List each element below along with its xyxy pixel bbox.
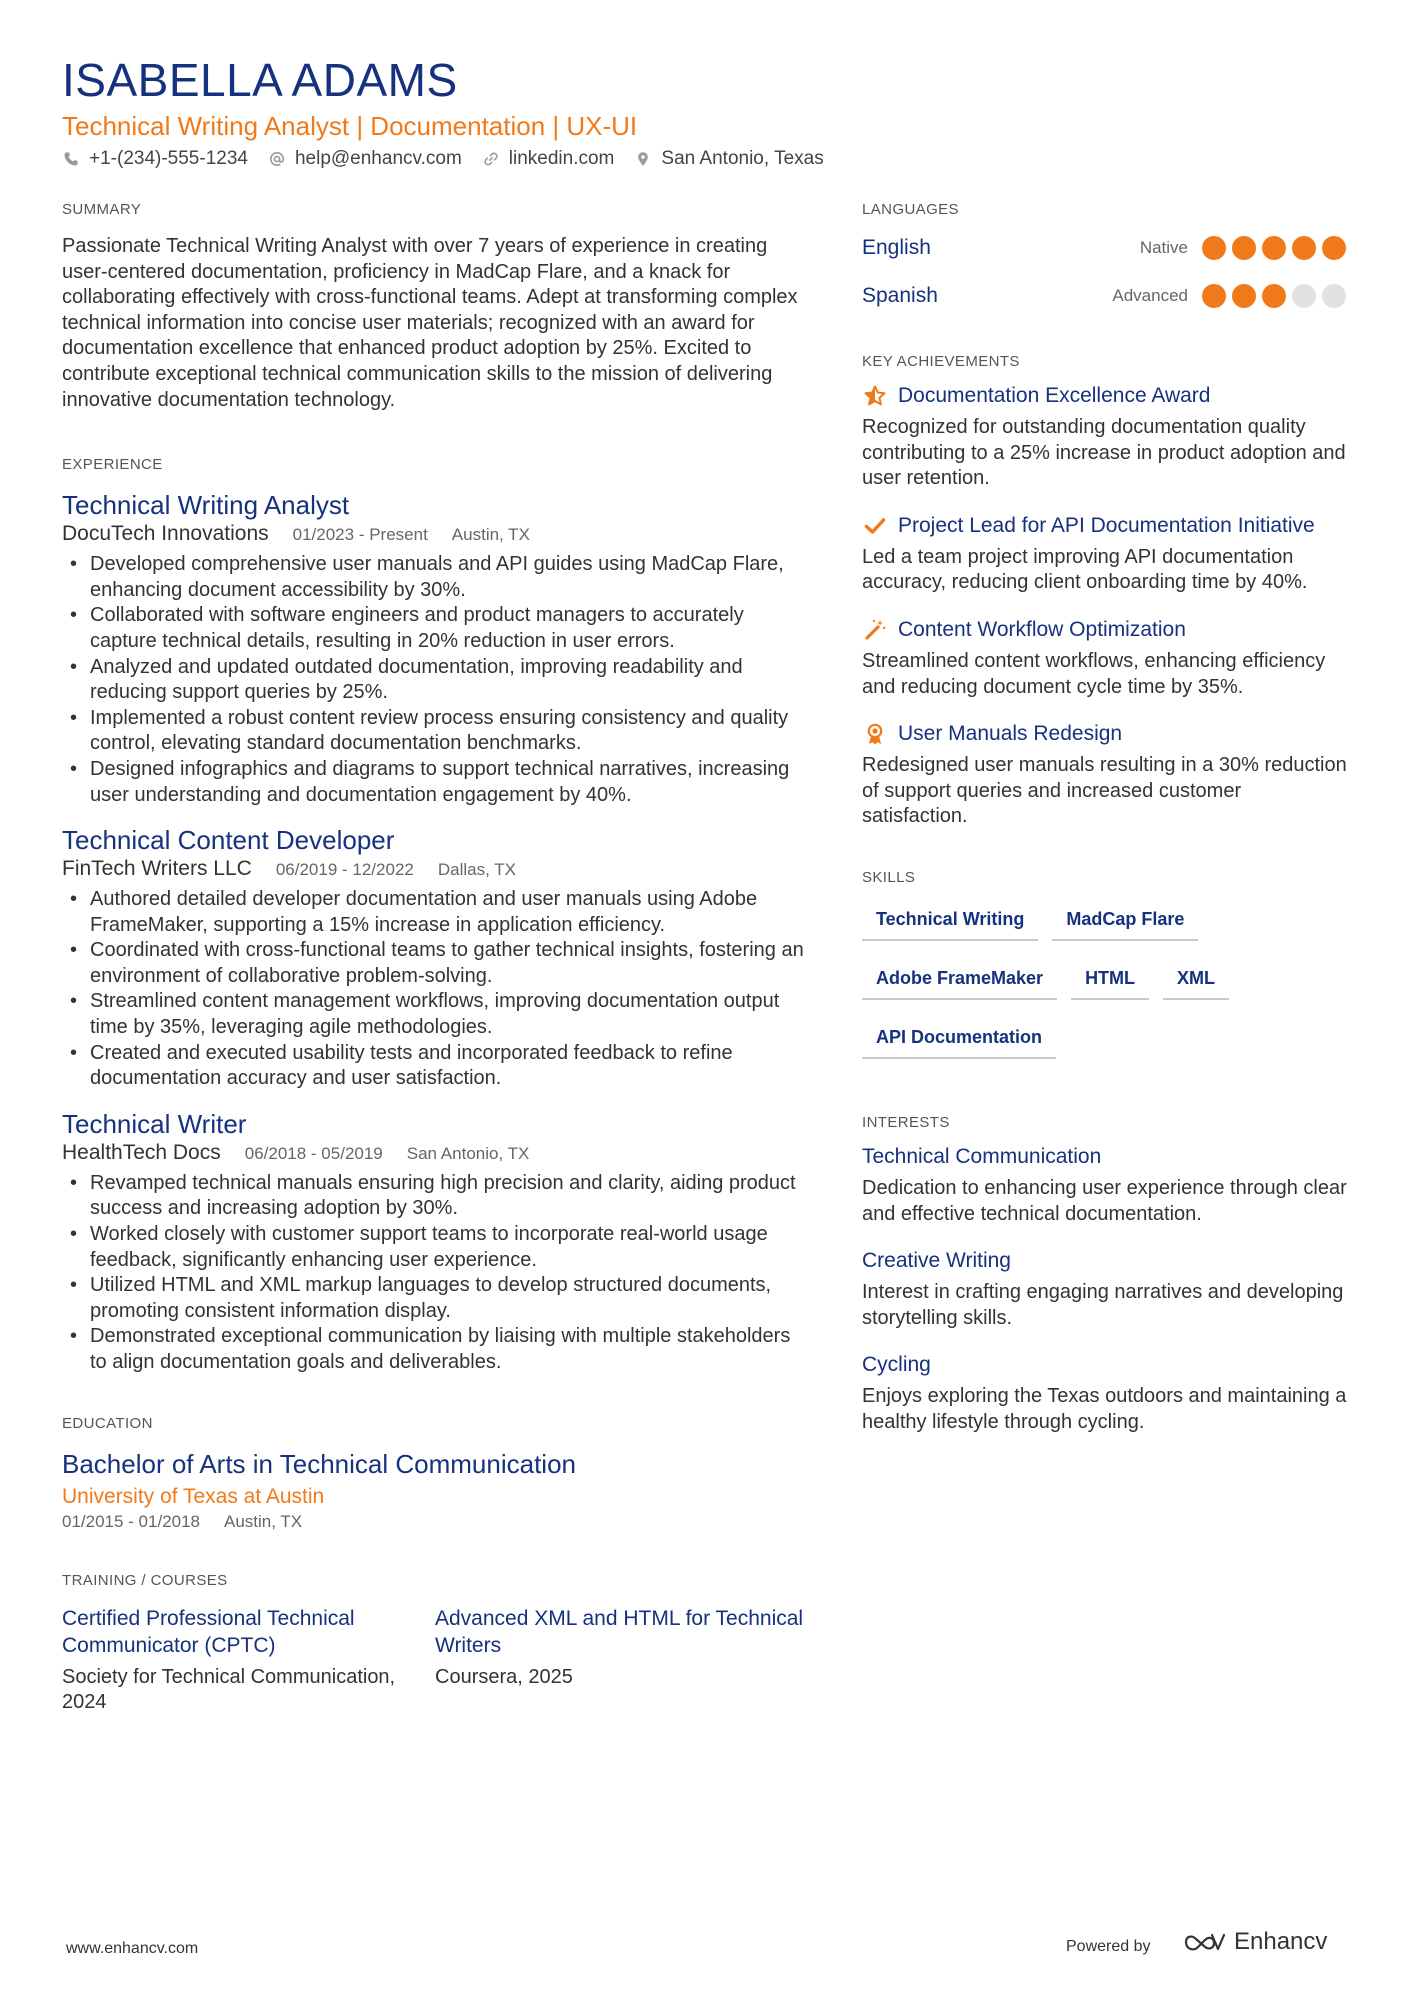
- course-title: Certified Professional Technical Communicator (CPTC): [62, 1606, 355, 1657]
- language-rating: [1202, 236, 1352, 260]
- summary-section: [62, 200, 808, 413]
- summary-text: Passionate Technical Writing Analyst with over 7 years of experience in creating user-centered documentation, proficiency in MadCap Flare, and a knack for collaborating effectively with cross-functional teams. Adept at transforming complex technical information into concise user materials; recognized with an award for documentation excellence that enhanced product adoption by 25%. Excited to contribute exceptional technical communication skills to the mission of delivering innovative documentation technology.: [62, 235, 798, 411]
- achievement-desc: Streamlined content workflows, enhancing efficiency and reducing document cycle time by 35%.: [862, 649, 1326, 698]
- language-row: [862, 276, 1352, 316]
- languages-section: [862, 200, 1352, 316]
- interest-item: [862, 1247, 1352, 1331]
- rating-dot-filled: [1232, 284, 1256, 308]
- job-bullets: [62, 552, 808, 808]
- interest-title: Cycling: [862, 1353, 931, 1377]
- job-bullet: • Collaborated with software engineers and product managers to accurately capture technical details, resulting in 20% reduction in user errors.: [62, 603, 808, 654]
- course-list: [62, 1605, 808, 1716]
- education-section: [62, 1414, 808, 1533]
- skills-heading: SKILLS: [862, 868, 916, 886]
- school-name: University of Texas at Austin: [62, 1484, 325, 1508]
- award-ribbon-icon: [862, 721, 888, 747]
- job-location: Austin, TX: [451, 525, 530, 545]
- language-rating: [1202, 284, 1352, 308]
- contact-email[interactable]: [268, 148, 462, 170]
- job-bullet: • Authored detailed developer documentation and user manuals using Adobe FrameMaker, supporting a 15% increase in application efficiency.: [62, 887, 808, 938]
- job-bullet: • Revamped technical manuals ensuring high precision and clarity, aiding product success and increasing adoption by 30%.: [62, 1171, 808, 1222]
- footer-powered-label: Powered by: [1066, 1938, 1151, 1955]
- job-title: Technical Writing Analyst: [62, 490, 350, 521]
- enhancv-logo-text: Enhancv: [1234, 1928, 1328, 1955]
- achievement-title: Content Workflow Optimization: [898, 617, 1186, 641]
- rating-dot-filled: [1262, 236, 1286, 260]
- contact-email-text: help@enhancv.com: [294, 148, 462, 169]
- language-level: Native: [1139, 238, 1188, 257]
- magic-wand-icon: [862, 617, 888, 643]
- interest-title: Creative Writing: [862, 1249, 1011, 1273]
- language-name: English: [862, 236, 931, 259]
- interest-desc: Dedication to enhancing user experience through clear and effective technical documentation.: [862, 1176, 1347, 1225]
- job-bullet: • Streamlined content management workflows, improving documentation output time by 35%, leveraging agile methodologies.: [62, 989, 808, 1040]
- rating-dot-filled: [1322, 236, 1346, 260]
- contact-bar: [62, 146, 844, 172]
- job-bullet: • Developed comprehensive user manuals and API guides using MadCap Flare, enhancing document accessibility by 30%.: [62, 552, 808, 603]
- language-name: Spanish: [862, 284, 938, 307]
- phone-icon: [62, 150, 80, 168]
- skill-tag: Adobe FrameMaker: [862, 955, 1057, 1000]
- training-heading: TRAINING / COURSES: [62, 1571, 228, 1589]
- achievement-desc: Redesigned user manuals resulting in a 30% reduction of support queries and increased customer satisfaction.: [862, 754, 1347, 828]
- job-bullets: [62, 1171, 808, 1376]
- job-bullet: • Demonstrated exceptional communication by liaising with multiple stakeholders to align documentation goals and deliverables.: [62, 1324, 808, 1375]
- language-row: [862, 228, 1352, 268]
- contact-linkedin[interactable]: [482, 148, 615, 170]
- job-bullet: • Utilized HTML and XML markup languages to develop structured documents, promoting consistent information display.: [62, 1273, 808, 1324]
- rating-dot-filled: [1202, 236, 1226, 260]
- company-name: DocuTech Innovations: [62, 522, 269, 546]
- achievement-title: Project Lead for API Documentation Initiative: [898, 513, 1315, 537]
- summary-heading: SUMMARY: [62, 201, 142, 218]
- job-bullet: • Designed infographics and diagrams to support technical narratives, increasing user understanding and documentation engagement by 40%.: [62, 757, 808, 808]
- job-meta: [62, 521, 808, 548]
- interest-title: Technical Communication: [862, 1144, 1102, 1168]
- achievements-heading: KEY ACHIEVEMENTS: [862, 353, 1020, 370]
- achievement-title: Documentation Excellence Award: [898, 384, 1211, 407]
- job-title: Technical Content Developer: [62, 825, 395, 856]
- skill-tag: Technical Writing: [862, 896, 1038, 941]
- skill-tag: HTML: [1071, 955, 1149, 1000]
- interest-item: [862, 1143, 1352, 1227]
- education-dates: 01/2015 - 01/2018: [62, 1511, 201, 1531]
- course-title: Advanced XML and HTML for Technical Writers: [435, 1606, 804, 1657]
- job-location: Dallas, TX: [437, 860, 516, 880]
- job-dates: 06/2018 - 05/2019: [244, 1143, 383, 1163]
- interests-section: [862, 1113, 1352, 1436]
- rating-dot-filled: [1262, 284, 1286, 308]
- experience-entry: [62, 489, 808, 808]
- interest-desc: Enjoys exploring the Texas outdoors and maintaining a healthy lifestyle through cycling.: [862, 1385, 1347, 1433]
- course-item: [62, 1605, 435, 1716]
- job-bullet: • Analyzed and updated outdated documentation, improving readability and reducing support queries by 25%.: [62, 655, 808, 706]
- course-org: Society for Technical Communication, 2024: [62, 1665, 396, 1714]
- company-name: FinTech Writers LLC: [62, 857, 252, 881]
- job-location: San Antonio, TX: [406, 1143, 530, 1163]
- job-bullets: [62, 887, 808, 1092]
- star-icon: [862, 383, 888, 409]
- candidate-name: ISABELLA ADAMS: [62, 54, 458, 106]
- rating-dot-empty: [1322, 284, 1346, 308]
- link-icon: [482, 150, 500, 168]
- job-bullet: • Created and executed usability tests and incorporated feedback to refine documentation accuracy and user satisfaction.: [62, 1041, 808, 1092]
- rating-dot-empty: [1292, 284, 1316, 308]
- skills-section: [862, 868, 1352, 1073]
- job-dates: 01/2023 - Present: [292, 525, 428, 545]
- experience-entry: [62, 1108, 808, 1376]
- achievement-desc: Led a team project improving API documentation accuracy, reducing client onboarding time by 40%.: [862, 545, 1308, 594]
- footer-url[interactable]: www.enhancv.com: [66, 1940, 199, 1957]
- job-meta: [62, 856, 808, 883]
- job-bullet: • Worked closely with customer support teams to incorporate real-world usage feedback, significantly enhancing user experience.: [62, 1222, 808, 1273]
- experience-entry: [62, 824, 808, 1092]
- achievement-item: [862, 616, 1352, 700]
- education-location: Austin, TX: [224, 1511, 303, 1531]
- left-column: [62, 200, 808, 1716]
- achievement-desc: Recognized for outstanding documentation quality contributing to a 25% increase in product adoption and user retention.: [862, 416, 1346, 490]
- job-dates: 06/2019 - 12/2022: [275, 860, 414, 880]
- enhancv-logo[interactable]: [1182, 1928, 1327, 1956]
- skill-tag: MadCap Flare: [1052, 896, 1198, 941]
- language-level: Advanced: [1112, 286, 1188, 305]
- achievement-item: [862, 382, 1352, 492]
- skill-tag: XML: [1163, 955, 1229, 1000]
- contact-phone-text: +1-(234)-555-1234: [89, 148, 248, 169]
- training-section: [62, 1571, 808, 1716]
- rating-dot-filled: [1232, 236, 1256, 260]
- interest-desc: Interest in crafting engaging narratives and developing storytelling skills.: [862, 1281, 1344, 1329]
- location-pin-icon: [634, 150, 652, 168]
- interests-heading: INTERESTS: [862, 1113, 950, 1131]
- contact-phone[interactable]: [62, 148, 248, 170]
- rating-dot-filled: [1202, 284, 1226, 308]
- job-title: Technical Writer: [62, 1108, 247, 1139]
- achievements-section: [862, 352, 1352, 830]
- experience-section: [62, 455, 808, 1375]
- checkmark-icon: [862, 513, 888, 539]
- experience-heading: EXPERIENCE: [62, 456, 163, 474]
- rating-dot-filled: [1292, 236, 1316, 260]
- course-org: Coursera, 2025: [435, 1665, 573, 1688]
- candidate-title: Technical Writing Analyst | Documentation | UX-UI: [62, 111, 638, 141]
- skill-tag: API Documentation: [862, 1014, 1056, 1059]
- achievement-title: User Manuals Redesign: [898, 722, 1123, 746]
- job-meta: [62, 1140, 808, 1167]
- right-column: [862, 200, 1352, 1436]
- job-bullet: • Implemented a robust content review process ensuring consistency and quality control, elevating standard documentation benchmarks.: [62, 706, 808, 757]
- education-heading: EDUCATION: [62, 1414, 153, 1432]
- languages-heading: LANGUAGES: [862, 201, 959, 218]
- skill-list: [862, 896, 1352, 1073]
- interest-item: [862, 1351, 1352, 1435]
- course-item: [435, 1605, 808, 1716]
- education-meta: [62, 1511, 808, 1533]
- job-bullet: • Coordinated with cross-functional teams to gather technical insights, fostering an environment of collaborative problem-solving.: [62, 938, 808, 989]
- achievement-item: [862, 512, 1352, 596]
- at-icon: [268, 150, 286, 168]
- enhancv-logo-icon: [1182, 1930, 1226, 1954]
- company-name: HealthTech Docs: [62, 1140, 221, 1164]
- contact-location-text: San Antonio, Texas: [661, 148, 824, 169]
- contact-location: [634, 148, 823, 170]
- contact-linkedin-text: linkedin.com: [508, 148, 615, 169]
- degree-title: Bachelor of Arts in Technical Communication: [62, 1448, 576, 1479]
- achievement-item: [862, 720, 1352, 830]
